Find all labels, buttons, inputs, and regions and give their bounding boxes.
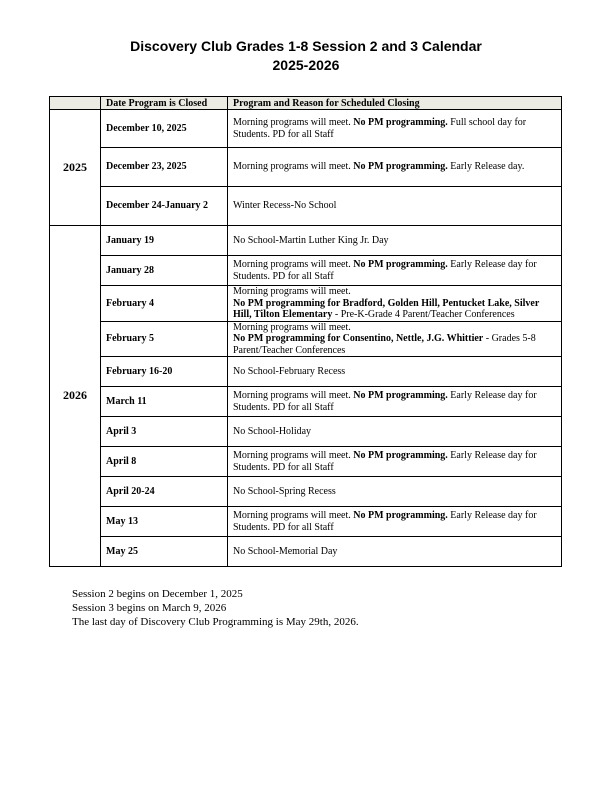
session-notes bbox=[72, 587, 359, 629]
reason-cell: No School-February Recess bbox=[228, 357, 562, 387]
date-cell: February 5 bbox=[101, 321, 228, 357]
date-cell: January 28 bbox=[101, 256, 228, 286]
table-row bbox=[50, 286, 562, 322]
reason-cell: Winter Recess-No School bbox=[228, 187, 562, 226]
reason-cell: No School-Memorial Day bbox=[228, 537, 562, 567]
reason-cell: Morning programs will meet. No PM programming. Early Release day for Students. PD for all Staff bbox=[228, 507, 562, 537]
table-row bbox=[50, 256, 562, 286]
reason-cell: No School-Spring Recess bbox=[228, 477, 562, 507]
date-cell: March 11 bbox=[101, 387, 228, 417]
closing-calendar-table bbox=[49, 96, 562, 567]
year-cell: 2025 bbox=[50, 110, 101, 226]
table-row bbox=[50, 357, 562, 387]
date-cell: February 16-20 bbox=[101, 357, 228, 387]
header-date: Date Program is Closed bbox=[101, 97, 228, 110]
table-row bbox=[50, 226, 562, 256]
date-cell: January 19 bbox=[101, 226, 228, 256]
date-cell: April 8 bbox=[101, 447, 228, 477]
reason-cell: Morning programs will meet. No PM programming. Early Release day for Students. PD for all Staff bbox=[228, 447, 562, 477]
page-title bbox=[0, 37, 612, 75]
note-session-2: Session 2 begins on December 1, 2025 bbox=[72, 588, 243, 600]
header-year bbox=[50, 97, 101, 110]
date-cell: December 23, 2025 bbox=[101, 148, 228, 187]
table-row bbox=[50, 187, 562, 226]
reason-cell: Morning programs will meet. No PM programming. Full school day for Students. PD for all Staff bbox=[228, 110, 562, 148]
table-header-row bbox=[50, 97, 562, 110]
table-row bbox=[50, 537, 562, 567]
date-cell: December 24-January 2 bbox=[101, 187, 228, 226]
table-row bbox=[50, 148, 562, 187]
table-row bbox=[50, 477, 562, 507]
date-cell: May 13 bbox=[101, 507, 228, 537]
reason-cell: Morning programs will meet. No PM programming for Consentino, Nettle, J.G. Whittier - Grades 5-8 Parent/Teacher Conferences bbox=[228, 321, 562, 357]
table-row bbox=[50, 321, 562, 357]
table-row bbox=[50, 447, 562, 477]
table-row bbox=[50, 387, 562, 417]
table-row bbox=[50, 417, 562, 447]
title-line-2: 2025-2026 bbox=[272, 57, 340, 73]
date-cell: May 25 bbox=[101, 537, 228, 567]
note-session-3: Session 3 begins on March 9, 2026 bbox=[72, 602, 227, 614]
header-reason: Program and Reason for Scheduled Closing bbox=[228, 97, 562, 110]
date-cell: February 4 bbox=[101, 286, 228, 322]
reason-cell: Morning programs will meet. No PM programming. Early Release day for Students. PD for all Staff bbox=[228, 256, 562, 286]
reason-cell: Morning programs will meet. No PM programming. Early Release day for Students. PD for all Staff bbox=[228, 387, 562, 417]
table-row bbox=[50, 110, 562, 148]
date-cell: April 20-24 bbox=[101, 477, 228, 507]
note-last-day: The last day of Discovery Club Programming is May 29th, 2026. bbox=[72, 616, 359, 628]
reason-cell: No School-Martin Luther King Jr. Day bbox=[228, 226, 562, 256]
reason-cell: Morning programs will meet. No PM programming. Early Release day. bbox=[228, 148, 562, 187]
year-cell: 2026 bbox=[50, 226, 101, 567]
date-cell: April 3 bbox=[101, 417, 228, 447]
date-cell: December 10, 2025 bbox=[101, 110, 228, 148]
title-line-1: Discovery Club Grades 1-8 Session 2 and 3 Calendar bbox=[130, 38, 482, 54]
reason-cell: No School-Holiday bbox=[228, 417, 562, 447]
table-row bbox=[50, 507, 562, 537]
reason-cell: Morning programs will meet. No PM programming for Bradford, Golden Hill, Pentucket Lake, Silver Hill, Tilton Elementary - Pre-K-Grade 4 Parent/Teacher Conferences bbox=[228, 286, 562, 322]
